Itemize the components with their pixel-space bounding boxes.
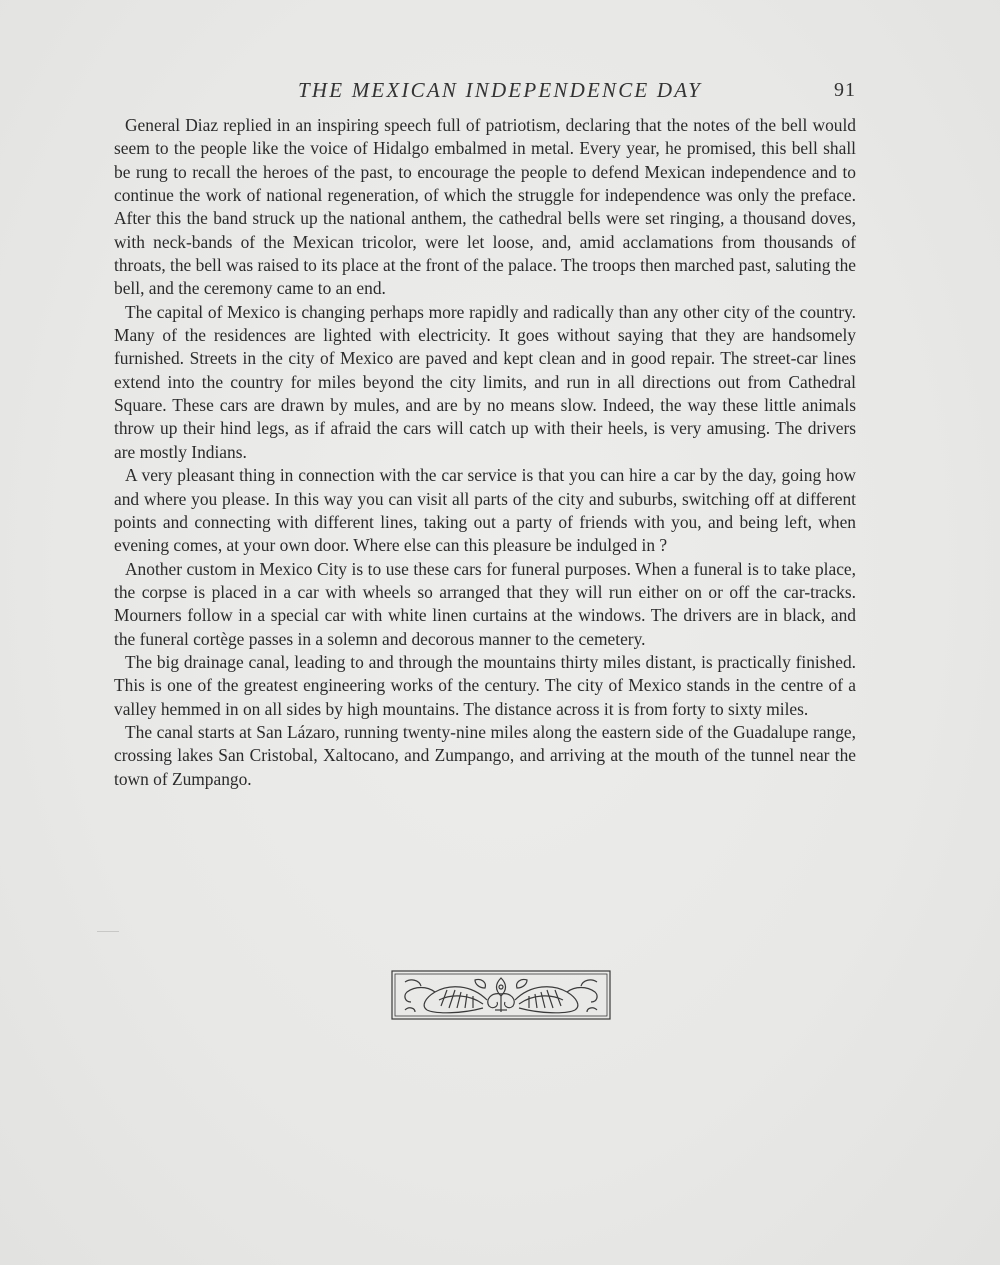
running-head: [114, 78, 856, 106]
paragraph-3: A very pleasant thing in connection with the car service is that you can hire a car by the day, going how and where you please. In this way you can visit all parts of the city and suburbs, switching off at different points and connecting with different lines, taking out a party of friends with you, and being left, when evening comes, at your own door. Where else can this pleasure be indulged in ?: [114, 465, 856, 556]
floral-tailpiece-ornament-icon: [391, 970, 611, 1020]
paragraph-2: The capital of Mexico is changing perhaps more rapidly and radically than any other city of the country. Many of the residences are lighted with electricity. It goes without saying that they are handsomely furnished. Streets in the city of Mexico are paved and kept clean and in good repair. The street-car lines extend into the country for miles beyond the city limits, and run in all directions out from Cathedral Square. These cars are drawn by mules, and are by no means slow. Indeed, the way these little animals throw up their hind legs, as if afraid the cars will catch up with their heels, is very amusing. The drivers are mostly Indians.: [114, 301, 856, 462]
paragraph-5: The big drainage canal, leading to and through the mountains thirty miles distant, is practically finished. This is one of the greatest engineering works of the century. The city of Mexico stands in the centre of a valley hemmed in on all sides by high mountains. The distance across it is from forty to sixty miles.: [114, 651, 856, 719]
paragraph-6: The canal starts at San Lázaro, running twenty-nine miles along the eastern side of the Guadalupe range, crossing lakes San Cristobal, Xaltocano, and Zumpango, and arriving at the mouth of the tunnel near the town of Zumpango.: [114, 721, 856, 789]
paragraph-4: Another custom in Mexico City is to use these cars for funeral purposes. When a funeral is to take place, the corpse is placed in a car with wheels so arranged that they will run either on or off the car-tracks. Mourners follow in a special car with white linen curtains at the windows. The drivers are in black, and the funeral cortège passes in a solemn and decorous manner to the cemetery.: [114, 558, 856, 649]
margin-mark: [97, 931, 119, 932]
running-title: THE MEXICAN INDEPENDENCE DAY: [297, 78, 702, 102]
page-number: 91: [834, 79, 856, 101]
body-text: [114, 114, 856, 791]
paragraph-1: General Diaz replied in an inspiring speech full of patriotism, declaring that the notes of the bell would seem to the people like the voice of Hidalgo embalmed in metal. Every year, he promised, this bell shall be rung to recall the heroes of the past, to encourage the people to defend Mexican independence and to continue the work of national regeneration, of which the struggle for independence was only the preface. After this the band struck up the national anthem, the cathedral bells were set ringing, a thousand doves, with neck-bands of the Mexican tricolor, were let loose, and, amid acclamations from thousands of throats, the bell was raised to its place at the front of the palace. The troops then marched past, saluting the bell, and the ceremony came to an end.: [114, 115, 856, 299]
